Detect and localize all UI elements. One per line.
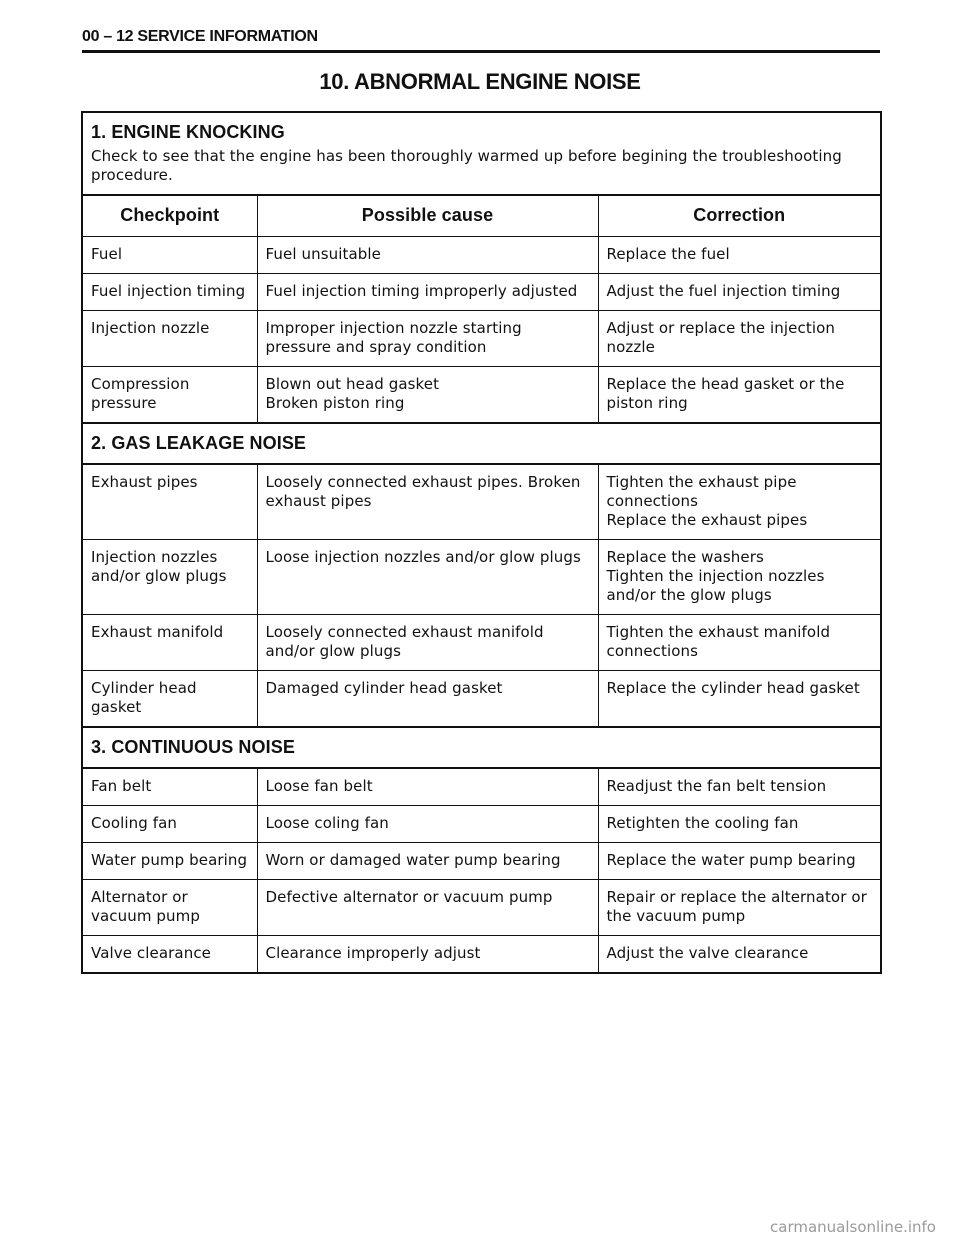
table-row bbox=[82, 671, 881, 728]
correction-cell: Retighten the cooling fan bbox=[598, 806, 881, 843]
cause-cell: Improper injection nozzle starting pressure and spray condition bbox=[257, 311, 598, 367]
section-header-row bbox=[82, 423, 881, 464]
cause-cell: Loose fan belt bbox=[257, 768, 598, 806]
checkpoint-cell: Water pump bearing bbox=[82, 843, 257, 880]
checkpoint-cell: Injection nozzle bbox=[82, 311, 257, 367]
table-row bbox=[82, 367, 881, 424]
correction-cell: Repair or replace the alternator or the vacuum pump bbox=[598, 880, 881, 936]
correction-cell: Replace the water pump bearing bbox=[598, 843, 881, 880]
section-header-cell bbox=[82, 727, 881, 768]
column-header-cause: Possible cause bbox=[257, 195, 598, 237]
checkpoint-cell: Fan belt bbox=[82, 768, 257, 806]
cause-cell: Loose coling fan bbox=[257, 806, 598, 843]
correction-cell: Adjust the fuel injection timing bbox=[598, 274, 881, 311]
cause-cell: Blown out head gasket Broken piston ring bbox=[257, 367, 598, 424]
cause-cell: Loosely connected exhaust pipes. Broken exhaust pipes bbox=[257, 464, 598, 540]
checkpoint-cell: Cooling fan bbox=[82, 806, 257, 843]
table-row bbox=[82, 880, 881, 936]
section-title: 3. CONTINUOUS NOISE bbox=[91, 737, 295, 757]
column-header-correction: Correction bbox=[598, 195, 881, 237]
table-row bbox=[82, 464, 881, 540]
cause-cell: Fuel injection timing improperly adjusted bbox=[257, 274, 598, 311]
checkpoint-cell: Cylinder head gasket bbox=[82, 671, 257, 728]
table-row bbox=[82, 615, 881, 671]
table-row bbox=[82, 274, 881, 311]
cause-cell: Damaged cylinder head gasket bbox=[257, 671, 598, 728]
column-header-checkpoint: Checkpoint bbox=[82, 195, 257, 237]
correction-cell: Tighten the exhaust pipe connections Replace the exhaust pipes bbox=[598, 464, 881, 540]
checkpoint-cell: Exhaust pipes bbox=[82, 464, 257, 540]
table-row bbox=[82, 806, 881, 843]
table-row bbox=[82, 768, 881, 806]
checkpoint-cell: Fuel injection timing bbox=[82, 274, 257, 311]
table-body bbox=[82, 112, 881, 973]
correction-cell: Replace the washers Tighten the injection nozzles and/or the glow plugs bbox=[598, 540, 881, 615]
table-row bbox=[82, 311, 881, 367]
correction-cell: Adjust the valve clearance bbox=[598, 936, 881, 974]
cause-cell: Defective alternator or vacuum pump bbox=[257, 880, 598, 936]
table-row bbox=[82, 936, 881, 974]
section-header-cell bbox=[82, 112, 881, 195]
cause-cell: Clearance improperly adjust bbox=[257, 936, 598, 974]
checkpoint-cell: Alternator or vacuum pump bbox=[82, 880, 257, 936]
column-header-row bbox=[82, 195, 881, 237]
cause-cell: Loosely connected exhaust manifold and/or glow plugs bbox=[257, 615, 598, 671]
table-row bbox=[82, 237, 881, 274]
section-header-cell bbox=[82, 423, 881, 464]
cause-cell: Loose injection nozzles and/or glow plugs bbox=[257, 540, 598, 615]
cause-cell: Worn or damaged water pump bearing bbox=[257, 843, 598, 880]
header-text: 00 – 12 SERVICE INFORMATION bbox=[82, 28, 318, 45]
section-description: Check to see that the engine has been thoroughly warmed up before begining the troubleshooting procedure. bbox=[91, 147, 842, 184]
section-header-row bbox=[82, 112, 881, 195]
table-row bbox=[82, 843, 881, 880]
table-row bbox=[82, 540, 881, 615]
correction-cell: Readjust the fan belt tension bbox=[598, 768, 881, 806]
checkpoint-cell: Injection nozzles and/or glow plugs bbox=[82, 540, 257, 615]
checkpoint-cell: Compression pressure bbox=[82, 367, 257, 424]
cause-cell: Fuel unsuitable bbox=[257, 237, 598, 274]
section-header-row bbox=[82, 727, 881, 768]
correction-cell: Replace the fuel bbox=[598, 237, 881, 274]
checkpoint-cell: Valve clearance bbox=[82, 936, 257, 974]
correction-cell: Adjust or replace the injection nozzle bbox=[598, 311, 881, 367]
page-header bbox=[82, 28, 880, 53]
page-title: 10. ABNORMAL ENGINE NOISE bbox=[319, 69, 641, 94]
correction-cell: Replace the cylinder head gasket bbox=[598, 671, 881, 728]
section-title: 2. GAS LEAKAGE NOISE bbox=[91, 433, 307, 453]
troubleshooting-table bbox=[81, 111, 882, 974]
watermark-footer: carmanualsonline.info bbox=[770, 1218, 936, 1236]
correction-cell: Tighten the exhaust manifold connections bbox=[598, 615, 881, 671]
correction-cell: Replace the head gasket or the piston ring bbox=[598, 367, 881, 424]
section-title: 1. ENGINE KNOCKING bbox=[91, 122, 285, 142]
checkpoint-cell: Exhaust manifold bbox=[82, 615, 257, 671]
checkpoint-cell: Fuel bbox=[82, 237, 257, 274]
